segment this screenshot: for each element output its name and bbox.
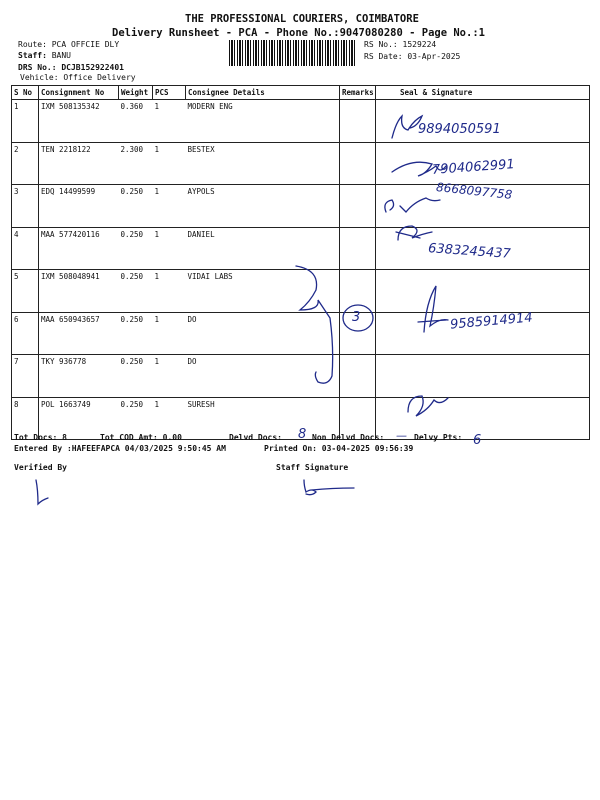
bracket-mark [296,266,333,383]
signature-row4 [396,226,432,240]
cell-consignee: VIDAI LABS [186,270,340,313]
staff-signature [304,480,354,495]
staff-label: Staff: [18,51,47,60]
cell-weight: 0.250 [119,185,153,228]
cell-consignment: EDQ 14499599 [39,185,119,228]
cell-weight: 0.250 [119,312,153,355]
staff-name: BANU [51,51,71,60]
cell-consignee: AYPOLS [186,185,340,228]
phone-row6: 9585914914 [449,310,534,333]
col-signature: Seal & Signature [376,86,590,100]
cell-consignment: POL 1663749 [39,397,119,440]
company-title: THE PROFESSIONAL COURIERS, COIMBATORE [185,13,419,25]
rs-number: RS No.: 1529224 [364,40,437,49]
cell-consignee: DO [186,355,340,398]
vehicle: Vehicle: Office Delivery [20,73,136,82]
cell-weight: 0.250 [119,397,153,440]
runsheet-subtitle: Delivery Runsheet - PCA - Phone No.:9047080280 - Page No.:1 [112,27,485,39]
printed-on: Printed On: 03-04-2025 09:56:39 [264,444,414,453]
cell-consignment: IXM 508135342 [39,100,119,143]
cell-pcs: 1 [153,397,186,440]
staff-signature-label: Staff Signature [276,463,349,472]
non-delivered-label: Non Delvd Docs: [312,433,385,442]
circled-number: 3 [352,310,361,325]
non-delivered-value: — [396,429,407,442]
signature-row3 [385,198,440,212]
cell-weight: 0.250 [119,227,153,270]
delivered-docs-value: 8 [298,427,307,442]
cell-consignee: MODERN ENG [186,100,340,143]
phone-row2: 7904062991 [431,157,516,178]
cell-sno: 2 [12,142,39,185]
col-consignee: Consignee Details [186,86,340,100]
cell-weight: 0.250 [119,355,153,398]
cell-consignment: MAA 650943657 [39,312,119,355]
col-sno: S No [12,86,39,100]
signature-row6 [418,286,448,332]
cell-consignment: MAA 577420116 [39,227,119,270]
route: Route: PCA OFFCIE DLY [18,40,120,49]
cell-pcs: 1 [153,270,186,313]
phone-row4: 6383245437 [427,241,512,262]
cell-consignee: DO [186,312,340,355]
col-consignment: Consignment No [39,86,119,100]
cell-consignee: SURESH [186,397,340,440]
cell-sno: 4 [12,227,39,270]
cell-consignment: TKY 936778 [39,355,119,398]
verified-signature [36,480,48,504]
verified-by-label: Verified By [14,463,67,472]
col-pcs: PCS [153,86,186,100]
cell-consignment: TEN 2218122 [39,142,119,185]
delivered-docs-label: Delvd Docs: [229,433,282,442]
cell-pcs: 1 [153,142,186,185]
cell-sno: 8 [12,397,39,440]
cell-sno: 7 [12,355,39,398]
rs-date: RS Date: 03-Apr-2025 [364,52,461,61]
cell-weight: 0.250 [119,270,153,313]
drs-label: DRS No.: [18,63,57,72]
delivery-points-value: 6 [473,433,482,448]
cell-sno: 1 [12,100,39,143]
cell-sno: 3 [12,185,39,228]
entered-by: Entered By :HAFEEFAPCA 04/03/2025 9:50:45 AM [14,444,226,453]
cell-sno: 6 [12,312,39,355]
cell-pcs: 1 [153,355,186,398]
total-cod: Tot COD Amt: 0.00 [100,433,182,442]
cell-pcs: 1 [153,185,186,228]
cell-consignee: DANIEL [186,227,340,270]
cell-consignment: IXM 508048941 [39,270,119,313]
cell-weight: 0.360 [119,100,153,143]
col-remarks: Remarks [340,86,376,100]
cell-pcs: 1 [153,100,186,143]
cell-pcs: 1 [153,227,186,270]
cell-pcs: 1 [153,312,186,355]
phone-row1: 9894050591 [418,122,501,137]
signature-row8 [408,396,448,416]
cell-consignee: BESTEX [186,142,340,185]
col-weight: Weight [119,86,153,100]
cell-sno: 5 [12,270,39,313]
delivery-points-label: Delvy Pts: [414,433,463,442]
total-docs: Tot Docs: 8 [14,433,67,442]
cell-weight: 2.300 [119,142,153,185]
drs-number: DCJB152922401 [61,63,124,72]
phone-row3: 8668097758 [435,180,513,202]
